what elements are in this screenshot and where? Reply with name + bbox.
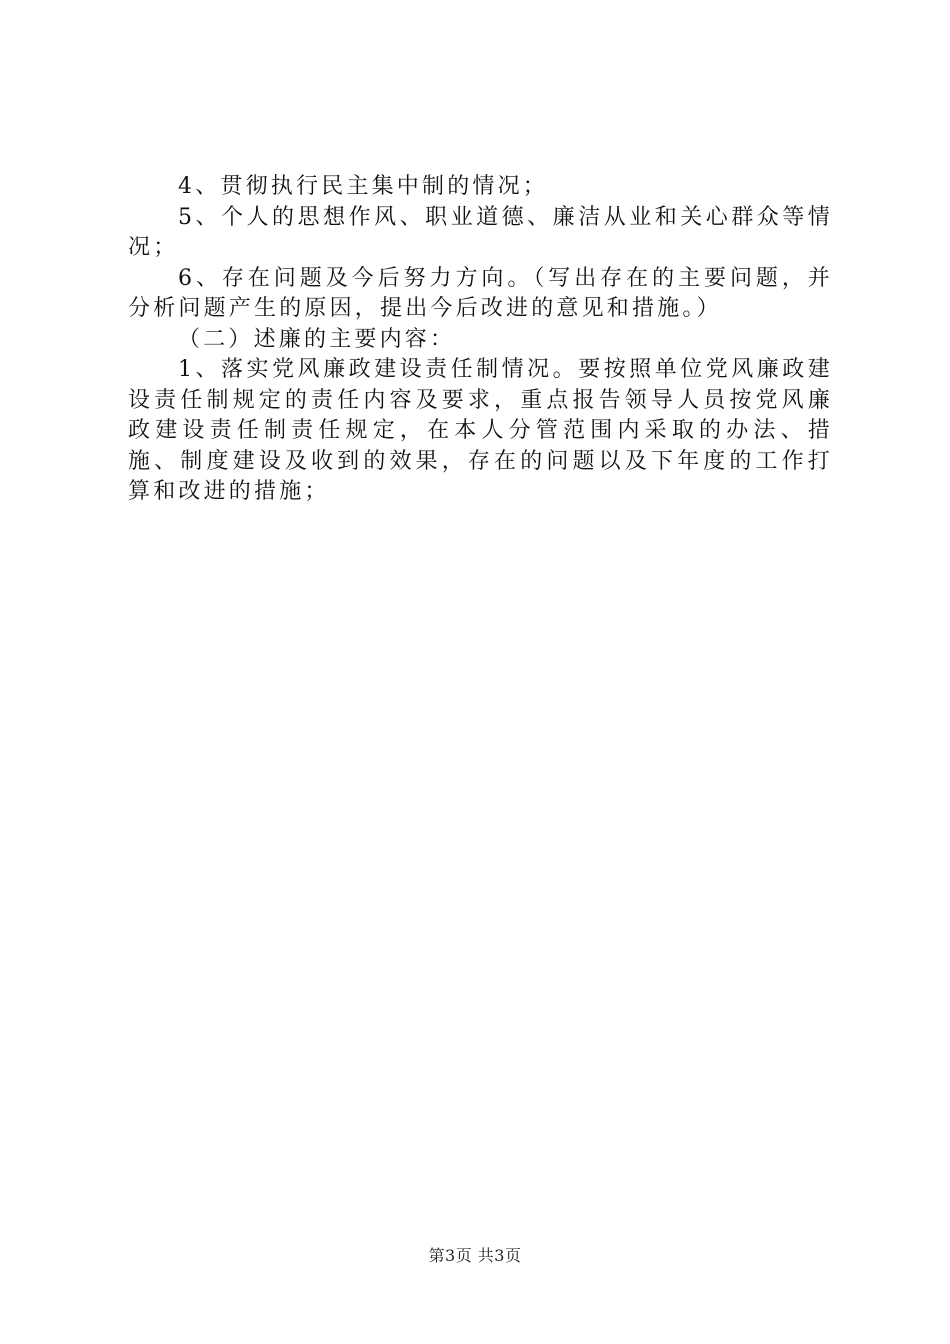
paragraph-item-1: 1、落实党风廉政建设责任制情况。要按照单位党风廉政建设责任制规定的责任内容及要求，重点报告领导人员按党风廉政建设责任制责任规定，在本人分管范围内采取的办法、措施、制度建设及收到的效果，存在的问题以及下年度的工作打算和改进的措施； <box>128 357 833 504</box>
section-heading: （二）述廉的主要内容： <box>178 326 456 352</box>
page-number-footer: 第3页 共3页 <box>428 1246 522 1265</box>
paragraph-item-5: 5、个人的思想作风、职业道德、廉洁从业和关心群众等情况； <box>128 204 833 260</box>
paragraph-item-4: 4、贯彻执行民主集中制的情况； <box>178 174 548 199</box>
document-body <box>128 172 833 508</box>
paragraph-item-6: 6、存在问题及今后努力方向。（写出存在的主要问题，并分析问题产生的原因，提出今后改进的意见和措施。） <box>128 265 833 321</box>
